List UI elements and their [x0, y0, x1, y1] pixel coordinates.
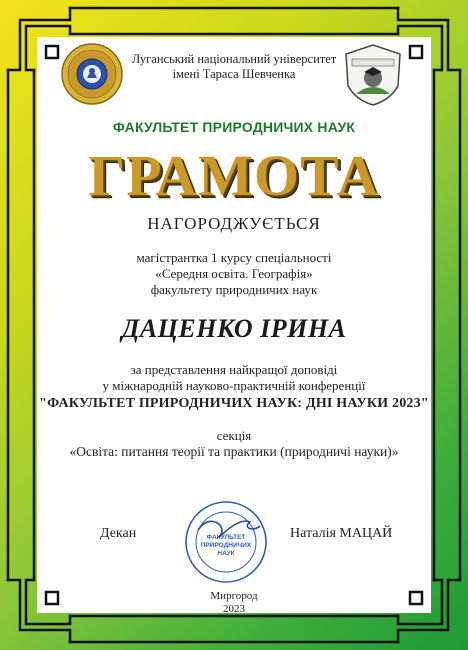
- recipient-desc-line-1: магістрантка 1 курсу спеціальності: [136, 250, 332, 265]
- conference-name: "ФАКУЛЬТЕТ ПРИРОДНИЧИХ НАУК: ДНІ НАУКИ 2023": [39, 396, 429, 411]
- certificate-title: ГРАМОТА: [88, 143, 380, 208]
- recipient-desc-line-3: факультету природничих наук: [150, 282, 318, 297]
- official-stamp: [180, 496, 272, 588]
- university-line-2: імені Тараса Шевченка: [172, 67, 296, 81]
- signatory-title: Декан: [100, 526, 137, 541]
- section-name: «Освіта: питання теорії та практики (природничі науки)»: [69, 444, 399, 459]
- faculty-emblem-logo: [340, 42, 406, 108]
- award-reason: [37, 362, 431, 394]
- award-reason-line-2: у міжнародній науково-практичній конференції: [102, 378, 366, 393]
- award-reason-line-1: за представлення найкращої доповіді: [130, 362, 338, 377]
- place: Миргород: [210, 590, 258, 602]
- svg-text:НАУК: НАУК: [217, 550, 235, 557]
- stamp-text: ФАКУЛЬТЕТ: [206, 534, 246, 541]
- awarded-label: НАГОРОДЖУЄТЬСЯ: [147, 214, 321, 233]
- section-label: секція: [216, 428, 252, 443]
- recipient-description: [37, 250, 431, 298]
- recipient-name: ДАЦЕНКО ІРИНА: [121, 314, 347, 343]
- university-line-1: Луганський національний університет: [131, 52, 337, 66]
- university-emblem-logo: [60, 42, 124, 106]
- recipient-desc-line-2: «Середня освіта. Географія»: [155, 266, 313, 281]
- svg-text:ПРИРОДНИЧИХ: ПРИРОДНИЧИХ: [200, 542, 252, 549]
- signatory-name: Наталія МАЦАЙ: [290, 526, 393, 541]
- faculty-title: ФАКУЛЬТЕТ ПРИРОДНИЧИХ НАУК: [112, 119, 356, 135]
- year: 2023: [223, 603, 245, 615]
- place-and-year: [37, 590, 431, 616]
- university-name: [120, 52, 348, 82]
